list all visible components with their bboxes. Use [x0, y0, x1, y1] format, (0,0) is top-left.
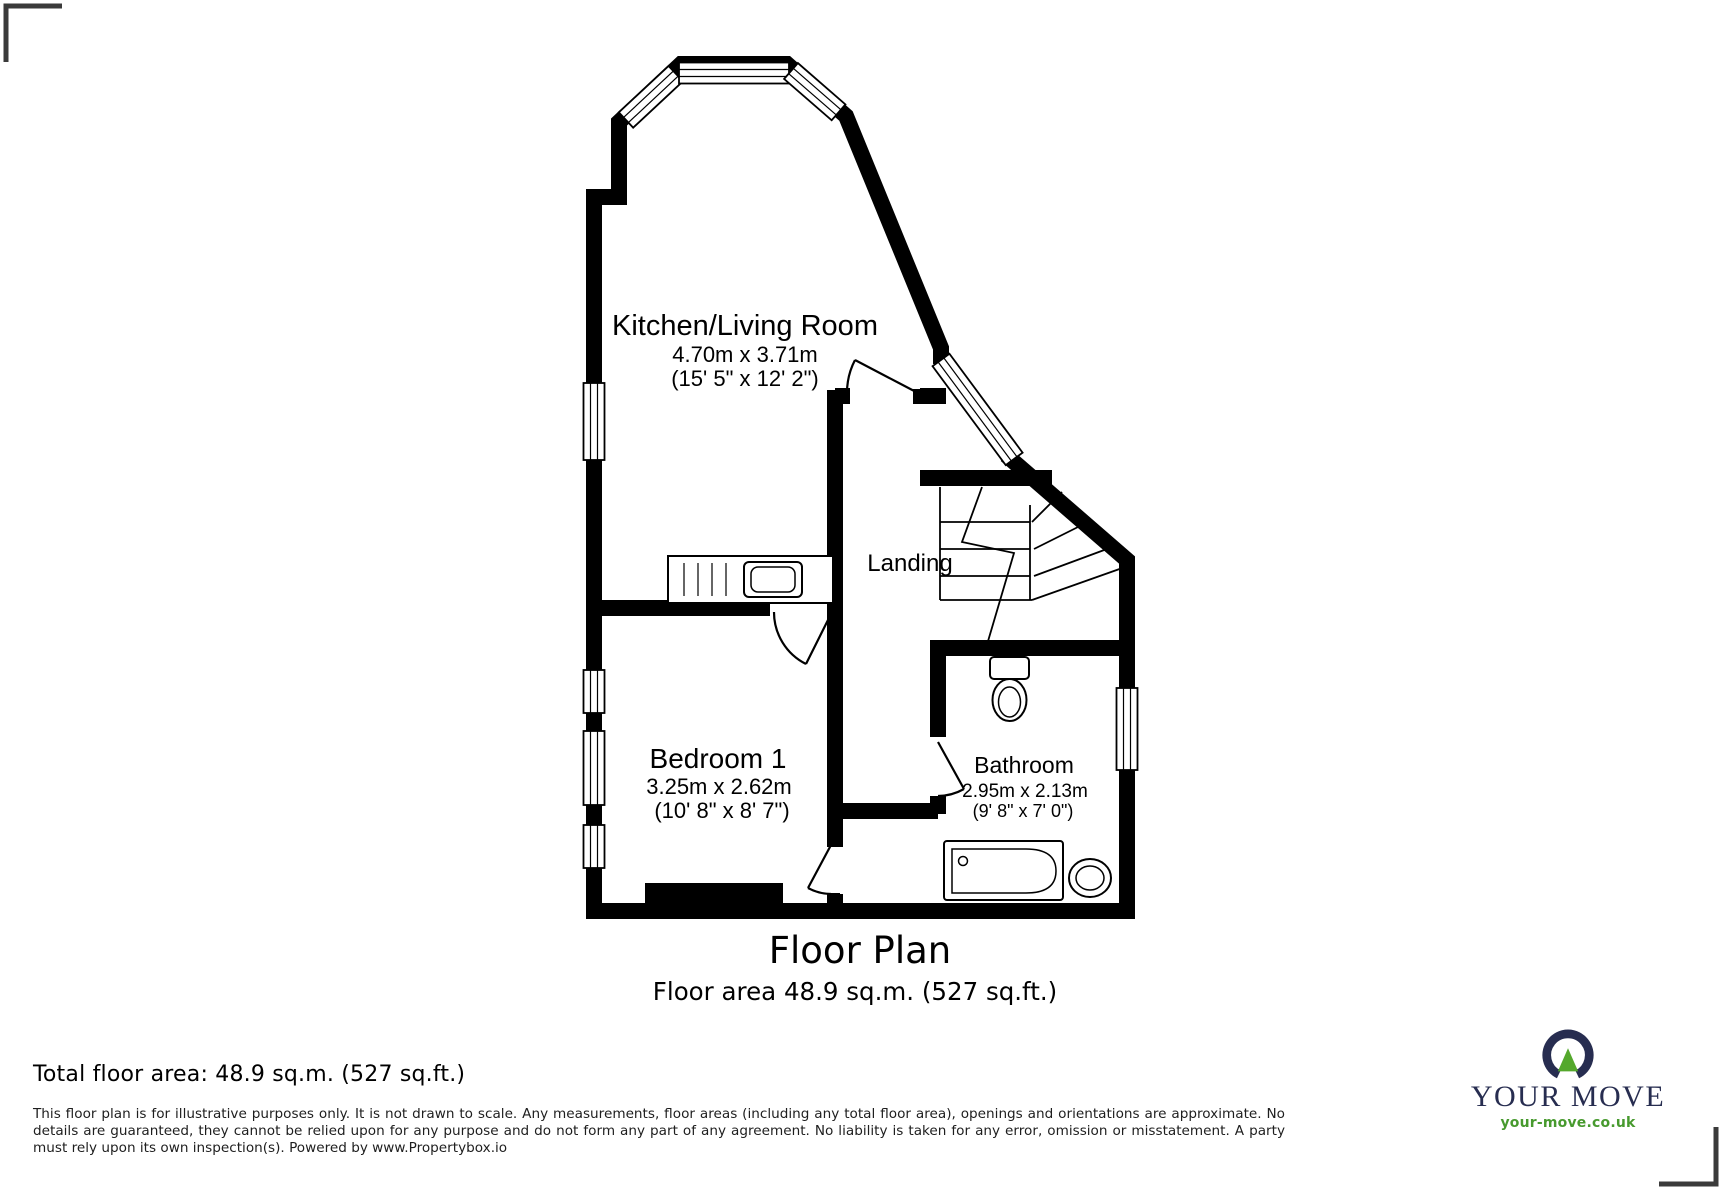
room-label-bathroom [962, 752, 1088, 821]
window [1117, 688, 1138, 770]
bay-window-left [619, 66, 683, 128]
window [584, 670, 605, 713]
interior-walls [586, 389, 1135, 911]
window [584, 383, 605, 460]
bay-window-top [679, 63, 789, 84]
stairs [940, 487, 1128, 648]
door-closet [808, 845, 831, 894]
your-move-logo [1462, 1026, 1674, 1131]
kitchen-counter [668, 556, 833, 603]
your-move-ring-icon [1539, 1026, 1597, 1084]
green-triangle-icon [1558, 1048, 1578, 1071]
room-label-kitchen [612, 310, 878, 391]
room-dims-imperial: (15' 5" x 12' 2") [671, 366, 819, 391]
window [584, 731, 605, 805]
room-name: Bathroom [974, 752, 1074, 778]
disclaimer-text: This floor plan is for illustrative purposes only. It is not drawn to scale. Any measurements, floor areas (including any total floor area), openings and orientations are approximate. No details are guaranteed, they cannot be relied upon for any purpose and do not form any part of any agreement. No liability is taken for any error, omission or misstatement. A party must rely upon its own inspection(s). Powered by www.Propertybox.io [33, 1106, 1285, 1157]
door-bathroom [938, 742, 964, 796]
corner-mark-bottom-right [1659, 1127, 1716, 1184]
room-dims-metric: 4.70m x 3.71m [672, 342, 818, 367]
room-name: Bedroom 1 [649, 743, 787, 774]
room-dims-metric: 2.95m x 2.13m [962, 781, 1088, 802]
room-dims-imperial: (9' 8" x 7' 0") [972, 801, 1074, 821]
room-name: Landing [867, 550, 953, 577]
room-dims-metric: 3.25m x 2.62m [646, 774, 792, 799]
door-jamb [827, 893, 840, 907]
plan-subtitle: Floor area 48.9 sq.m. (527 sq.ft.) [652, 977, 1058, 1006]
door-kitchen [847, 360, 918, 393]
corner-mark-top-left [6, 6, 62, 62]
bay-window-right [784, 63, 845, 120]
total-floor-area: Total floor area: 48.9 sq.m. (527 sq.ft.) [33, 1062, 466, 1087]
room-label-landing [867, 550, 952, 577]
window [584, 825, 605, 868]
bathroom-sink [1069, 859, 1111, 897]
brand-url: your-move.co.uk [1500, 1115, 1636, 1131]
chimney-breast [645, 883, 783, 907]
room-dims-imperial: (10' 8" x 8' 7") [654, 798, 790, 823]
brand-name: YOUR MOVE [1470, 1080, 1666, 1113]
window [933, 354, 1023, 465]
room-label-bedroom [646, 743, 792, 823]
toilet [990, 657, 1029, 721]
stair-break-line [962, 487, 1014, 648]
door-bedroom [774, 612, 832, 664]
room-name: Kitchen/Living Room [612, 310, 878, 342]
plan-title: Floor Plan [768, 929, 952, 972]
bathtub [944, 841, 1063, 900]
